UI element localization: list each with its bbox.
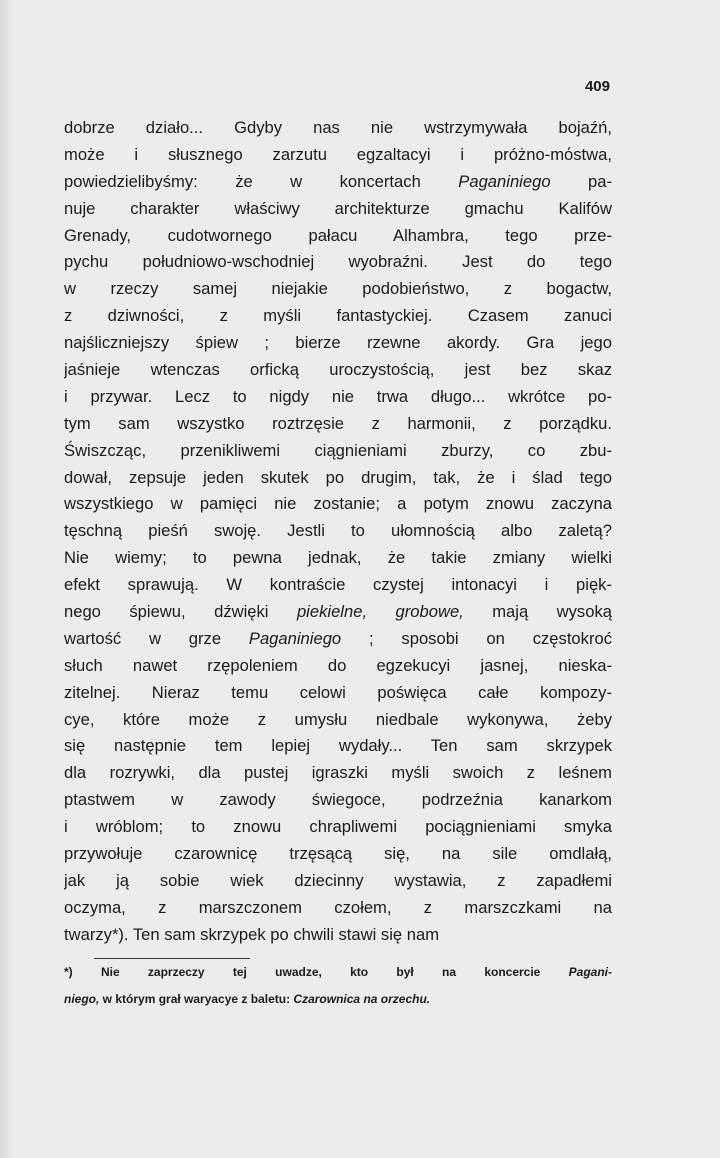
text-segment: wszystkiego w pamięci nie zostanie; a potym znowu zaczyna [64, 494, 612, 514]
text-segment: dobrze działo... Gdyby nas nie wstrzymywała bojaźń, [64, 118, 612, 137]
italic-text: Paganiniego [458, 171, 551, 191]
text-line [64, 733, 612, 760]
text-line [64, 572, 612, 599]
text-segment: się następnie tem lepiej wydały... Ten sam skrzypek [64, 736, 612, 756]
text-line [64, 196, 612, 223]
text-segment: najśliczniejszy śpiew ; bierze rzewne akordy. Gra jego [64, 333, 612, 353]
text-line [64, 518, 612, 545]
text-line [64, 841, 612, 868]
italic-text: Paganiniego [248, 628, 342, 648]
text-segment: z dziwności, z myśli fantastyckiej. Czasem zanuci [64, 306, 612, 326]
italic-text: Czarownica na orzechu. [293, 991, 431, 1006]
text-line [64, 411, 612, 438]
footnote [64, 962, 612, 1016]
page-number: 409 [584, 78, 610, 95]
text-segment: oczyma, z marszczonem czołem, z marszczkami na [64, 897, 612, 917]
footnote-line [64, 989, 612, 1016]
text-line [64, 115, 612, 142]
text-line [64, 545, 612, 572]
text-segment: jaśnieje wtenczas orficką uroczystością, jest bez skaz [64, 360, 612, 380]
text-line [64, 223, 612, 250]
text-segment: powiedzielibyśmy: że w koncertach [64, 171, 459, 191]
text-segment: i przywar. Lecz to nigdy nie trwa długo... wkrótce po- [64, 386, 612, 406]
text-line [64, 626, 612, 653]
text-segment: i wróblom; to znowu chrapliwemi pociągnieniami smyka [64, 817, 612, 837]
text-line [64, 465, 612, 492]
text-line [64, 760, 612, 787]
text-line [64, 787, 612, 814]
text-segment: nego śpiewu, dźwięki [64, 602, 297, 622]
text-line [64, 384, 612, 411]
text-line [64, 330, 612, 357]
text-segment: w rzeczy samej niejakie podobieństwo, z bogactw, [64, 279, 612, 299]
text-segment: ptastwem w zawody świegoce, podrzeźnia kanarkom [64, 790, 612, 810]
text-line [64, 653, 612, 680]
text-segment: cye, które może z umysłu niedbale wykonywa, żeby [64, 709, 612, 729]
text-line [64, 249, 612, 276]
text-segment: tęschną pieśń swoję. Jestli to ułomnością albo zaletą? [64, 521, 612, 541]
text-segment: może i słusznego zarzutu egzaltacyi i próżno-mόstwa, [64, 144, 612, 164]
text-segment: efekt sprawują. W kontraście czystej intonacyi i pięk- [64, 575, 612, 595]
text-segment: nuje charakter właściwy architekturze gmachu Kalifów [64, 198, 612, 218]
text-line [64, 868, 612, 895]
body-text [64, 115, 612, 949]
text-line [64, 895, 612, 922]
text-line [64, 814, 612, 841]
text-segment: ; sposobi on częstokroć [341, 628, 612, 648]
text-line [64, 142, 612, 169]
text-segment: jak ją sobie wiek dziecinny wystawia, z zapadłemi [64, 870, 612, 890]
text-line [64, 276, 612, 303]
text-line [64, 438, 612, 465]
text-segment: słuch nawet rzępoleniem do egzekucyi jasnej, nieska- [64, 655, 612, 675]
italic-text: Pagani- [568, 965, 612, 979]
italic-text: niego, [64, 991, 100, 1006]
text-line [64, 303, 612, 330]
text-line [64, 599, 612, 626]
text-line [64, 680, 612, 707]
text-line [64, 357, 612, 384]
text-segment: twarzy*). Ten sam skrzypek po chwili stawi się nam [64, 924, 440, 944]
text-segment: dował, zepsuje jeden skutek po drugim, tak, że i ślad tego [64, 467, 612, 487]
text-line [64, 491, 612, 518]
text-segment: dla rozrywki, dla pustej igraszki myśli swoich z leśnem [64, 763, 612, 783]
text-segment: zitelnej. Nieraz temu celowi poświęca całe kompozy- [64, 682, 612, 702]
text-segment: *) Nie zaprzeczy tej uwadze, kto był na koncercie [64, 965, 569, 979]
footnote-line [64, 962, 612, 989]
text-line [64, 922, 612, 949]
binding-edge [0, 0, 14, 1158]
footnote-rule [94, 958, 250, 959]
text-segment: pa- [550, 171, 612, 191]
text-segment: pychu południowo-wschodniej wyobraźni. Jest do tego [64, 252, 612, 272]
text-segment: wartość w grze [64, 628, 249, 648]
text-line [64, 169, 612, 196]
text-segment: tym sam wszystko roztrzęsie z harmonii, z porządku. [64, 413, 612, 433]
text-segment: Świszcząc, przenikliwemi ciągnieniami zburzy, co zbu- [64, 440, 612, 460]
text-segment: Nie wiemy; to pewna jednak, że takie zmiany wielki [64, 548, 612, 568]
text-segment: w którym grał waryacye z baletu: [99, 991, 294, 1006]
text-segment: Grenady, cudotwornego pałacu Alhambra, tego prze- [64, 225, 612, 245]
text-segment: przywołuje czarownicę trzęsącą się, na sile omdlałą, [64, 844, 612, 864]
text-segment: mają wysoką [463, 602, 612, 622]
text-line [64, 707, 612, 734]
italic-text: piekielne, grobowe, [296, 602, 464, 622]
